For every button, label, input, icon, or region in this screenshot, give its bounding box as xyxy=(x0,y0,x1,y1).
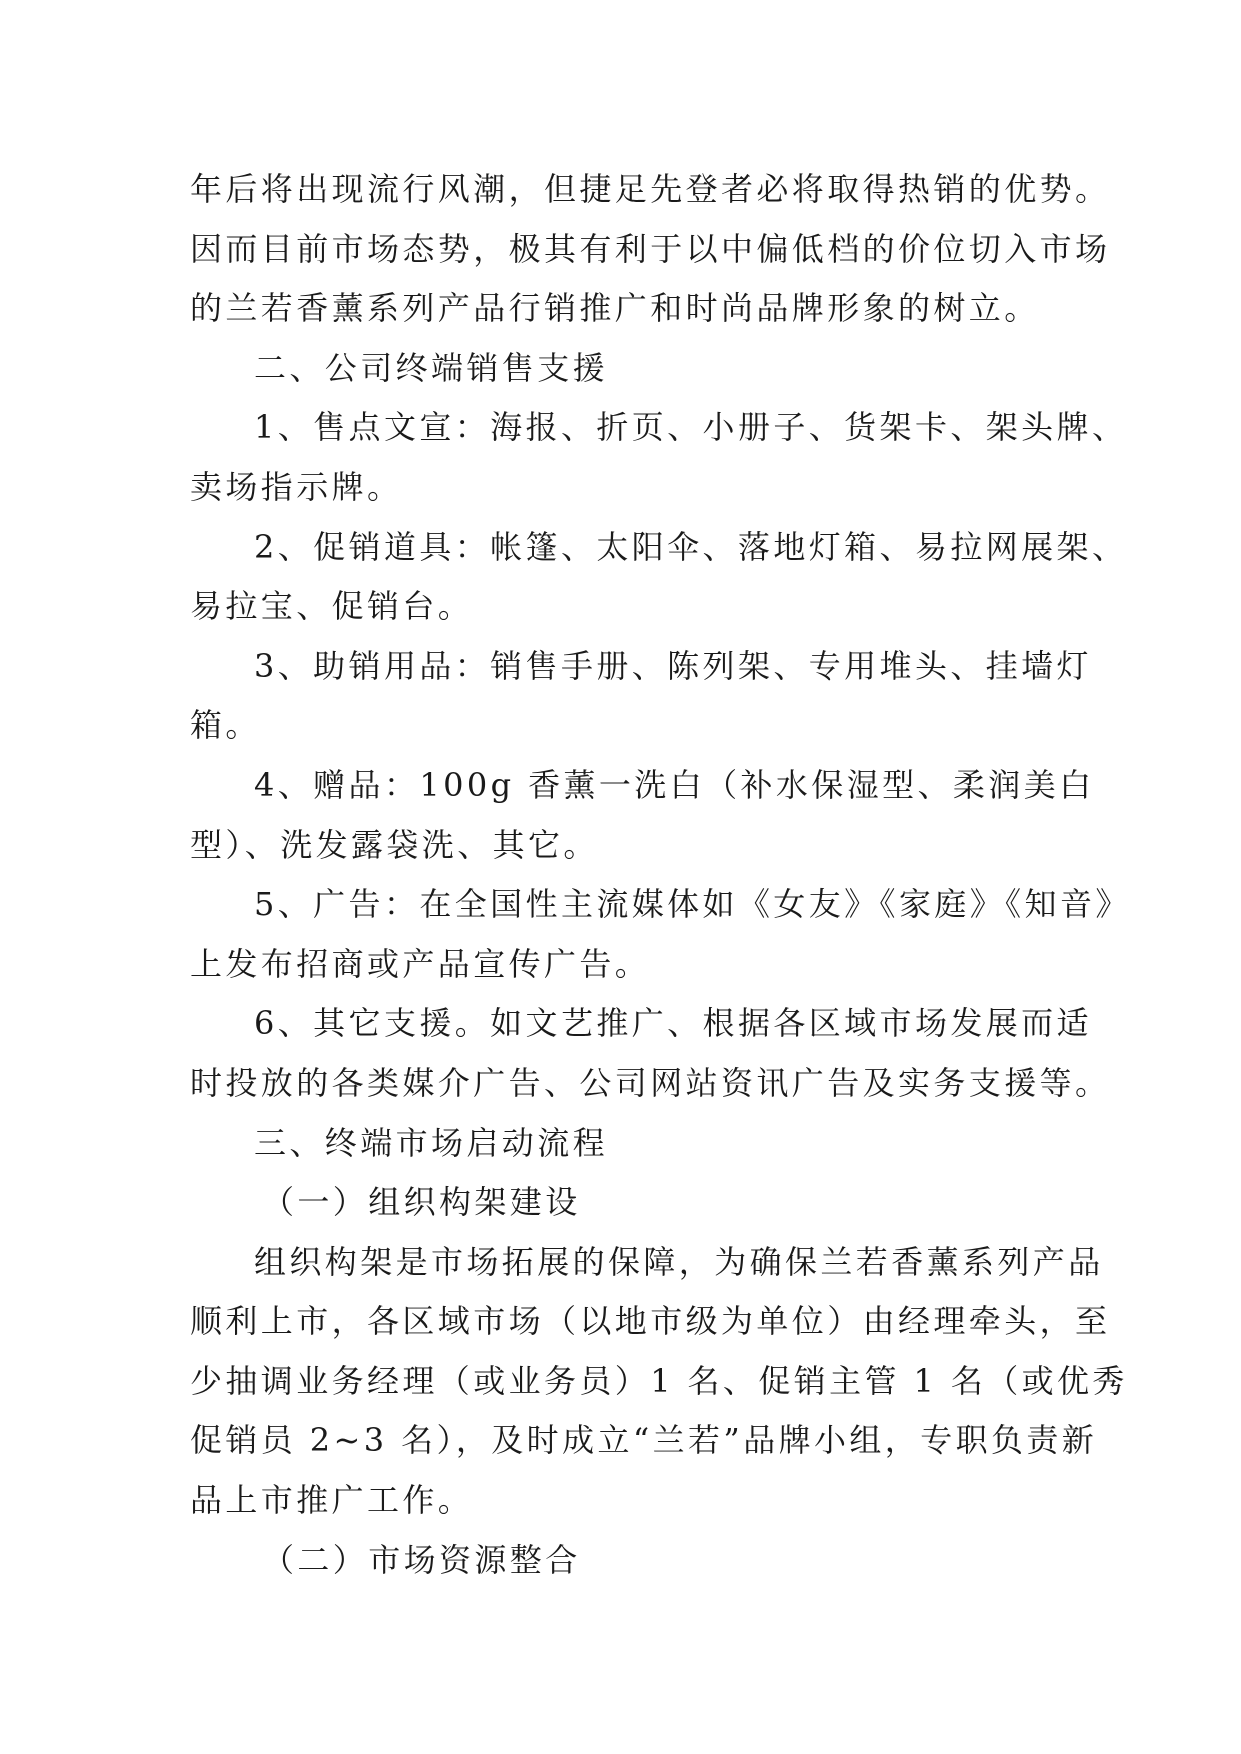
list-item-line: 上发布招商或产品宣传广告。 xyxy=(190,944,651,983)
body-text-line: 促销员 2~3 名），及时成立“兰若”品牌小组，专职负责新 xyxy=(190,1421,1098,1460)
list-item-line: 4、赠品：100g 香薰一洗白（补水保湿型、柔润美白 xyxy=(254,765,1095,804)
list-item-line: 3、助销用品：销售手册、陈列架、专用堆头、挂墙灯 xyxy=(254,646,1092,685)
list-item-line: 型）、洗发露袋洗、其它。 xyxy=(190,825,599,864)
body-text-line: 品上市推广工作。 xyxy=(190,1481,474,1520)
list-item-line: 1、售点文宣：海报、折页、小册子、货架卡、架头牌、 xyxy=(254,408,1128,447)
list-item-line: 卖场指示牌。 xyxy=(190,467,403,506)
document-body xyxy=(190,160,1131,1590)
section-heading: 三、终端市场启动流程 xyxy=(254,1123,609,1162)
list-item-line: 5、广告：在全国性主流媒体如《女友》《家庭》《知音》 xyxy=(254,885,1131,924)
body-text-line: 年后将出现流行风潮，但捷足先登者必将取得热销的优势。 xyxy=(190,170,1111,208)
body-text-line: 的兰若香薰系列产品行销推广和时尚品牌形象的树立。 xyxy=(190,289,1040,328)
list-item-line: 时投放的各类媒介广告、公司网站资讯广告及实务支援等。 xyxy=(190,1063,1111,1102)
list-item-line: 箱。 xyxy=(190,706,261,745)
body-text-line: 顺利上市，各区域市场（以地市级为单位）由经理牵头，至 xyxy=(190,1302,1111,1341)
body-text-line: 因而目前市场态势，极其有利于以中偏低档的价位切入市场 xyxy=(190,229,1111,268)
body-text-line: 组织构架是市场拓展的保障，为确保兰若香薰系列产品 xyxy=(254,1242,1104,1281)
subsection-heading: （一）组织构架建设 xyxy=(262,1183,581,1222)
subsection-heading: （二）市场资源整合 xyxy=(262,1540,581,1579)
list-item-line: 易拉宝、促销台。 xyxy=(190,587,474,626)
list-item-line: 6、其它支援。如文艺推广、根据各区域市场发展而适 xyxy=(254,1004,1092,1043)
body-text-line: 少抽调业务经理（或业务员）1 名、促销主管 1 名（或优秀 xyxy=(190,1361,1128,1400)
list-item-line: 2、促销道具：帐篷、太阳伞、落地灯箱、易拉网展架、 xyxy=(254,527,1128,566)
section-heading: 二、公司终端销售支援 xyxy=(254,348,609,387)
